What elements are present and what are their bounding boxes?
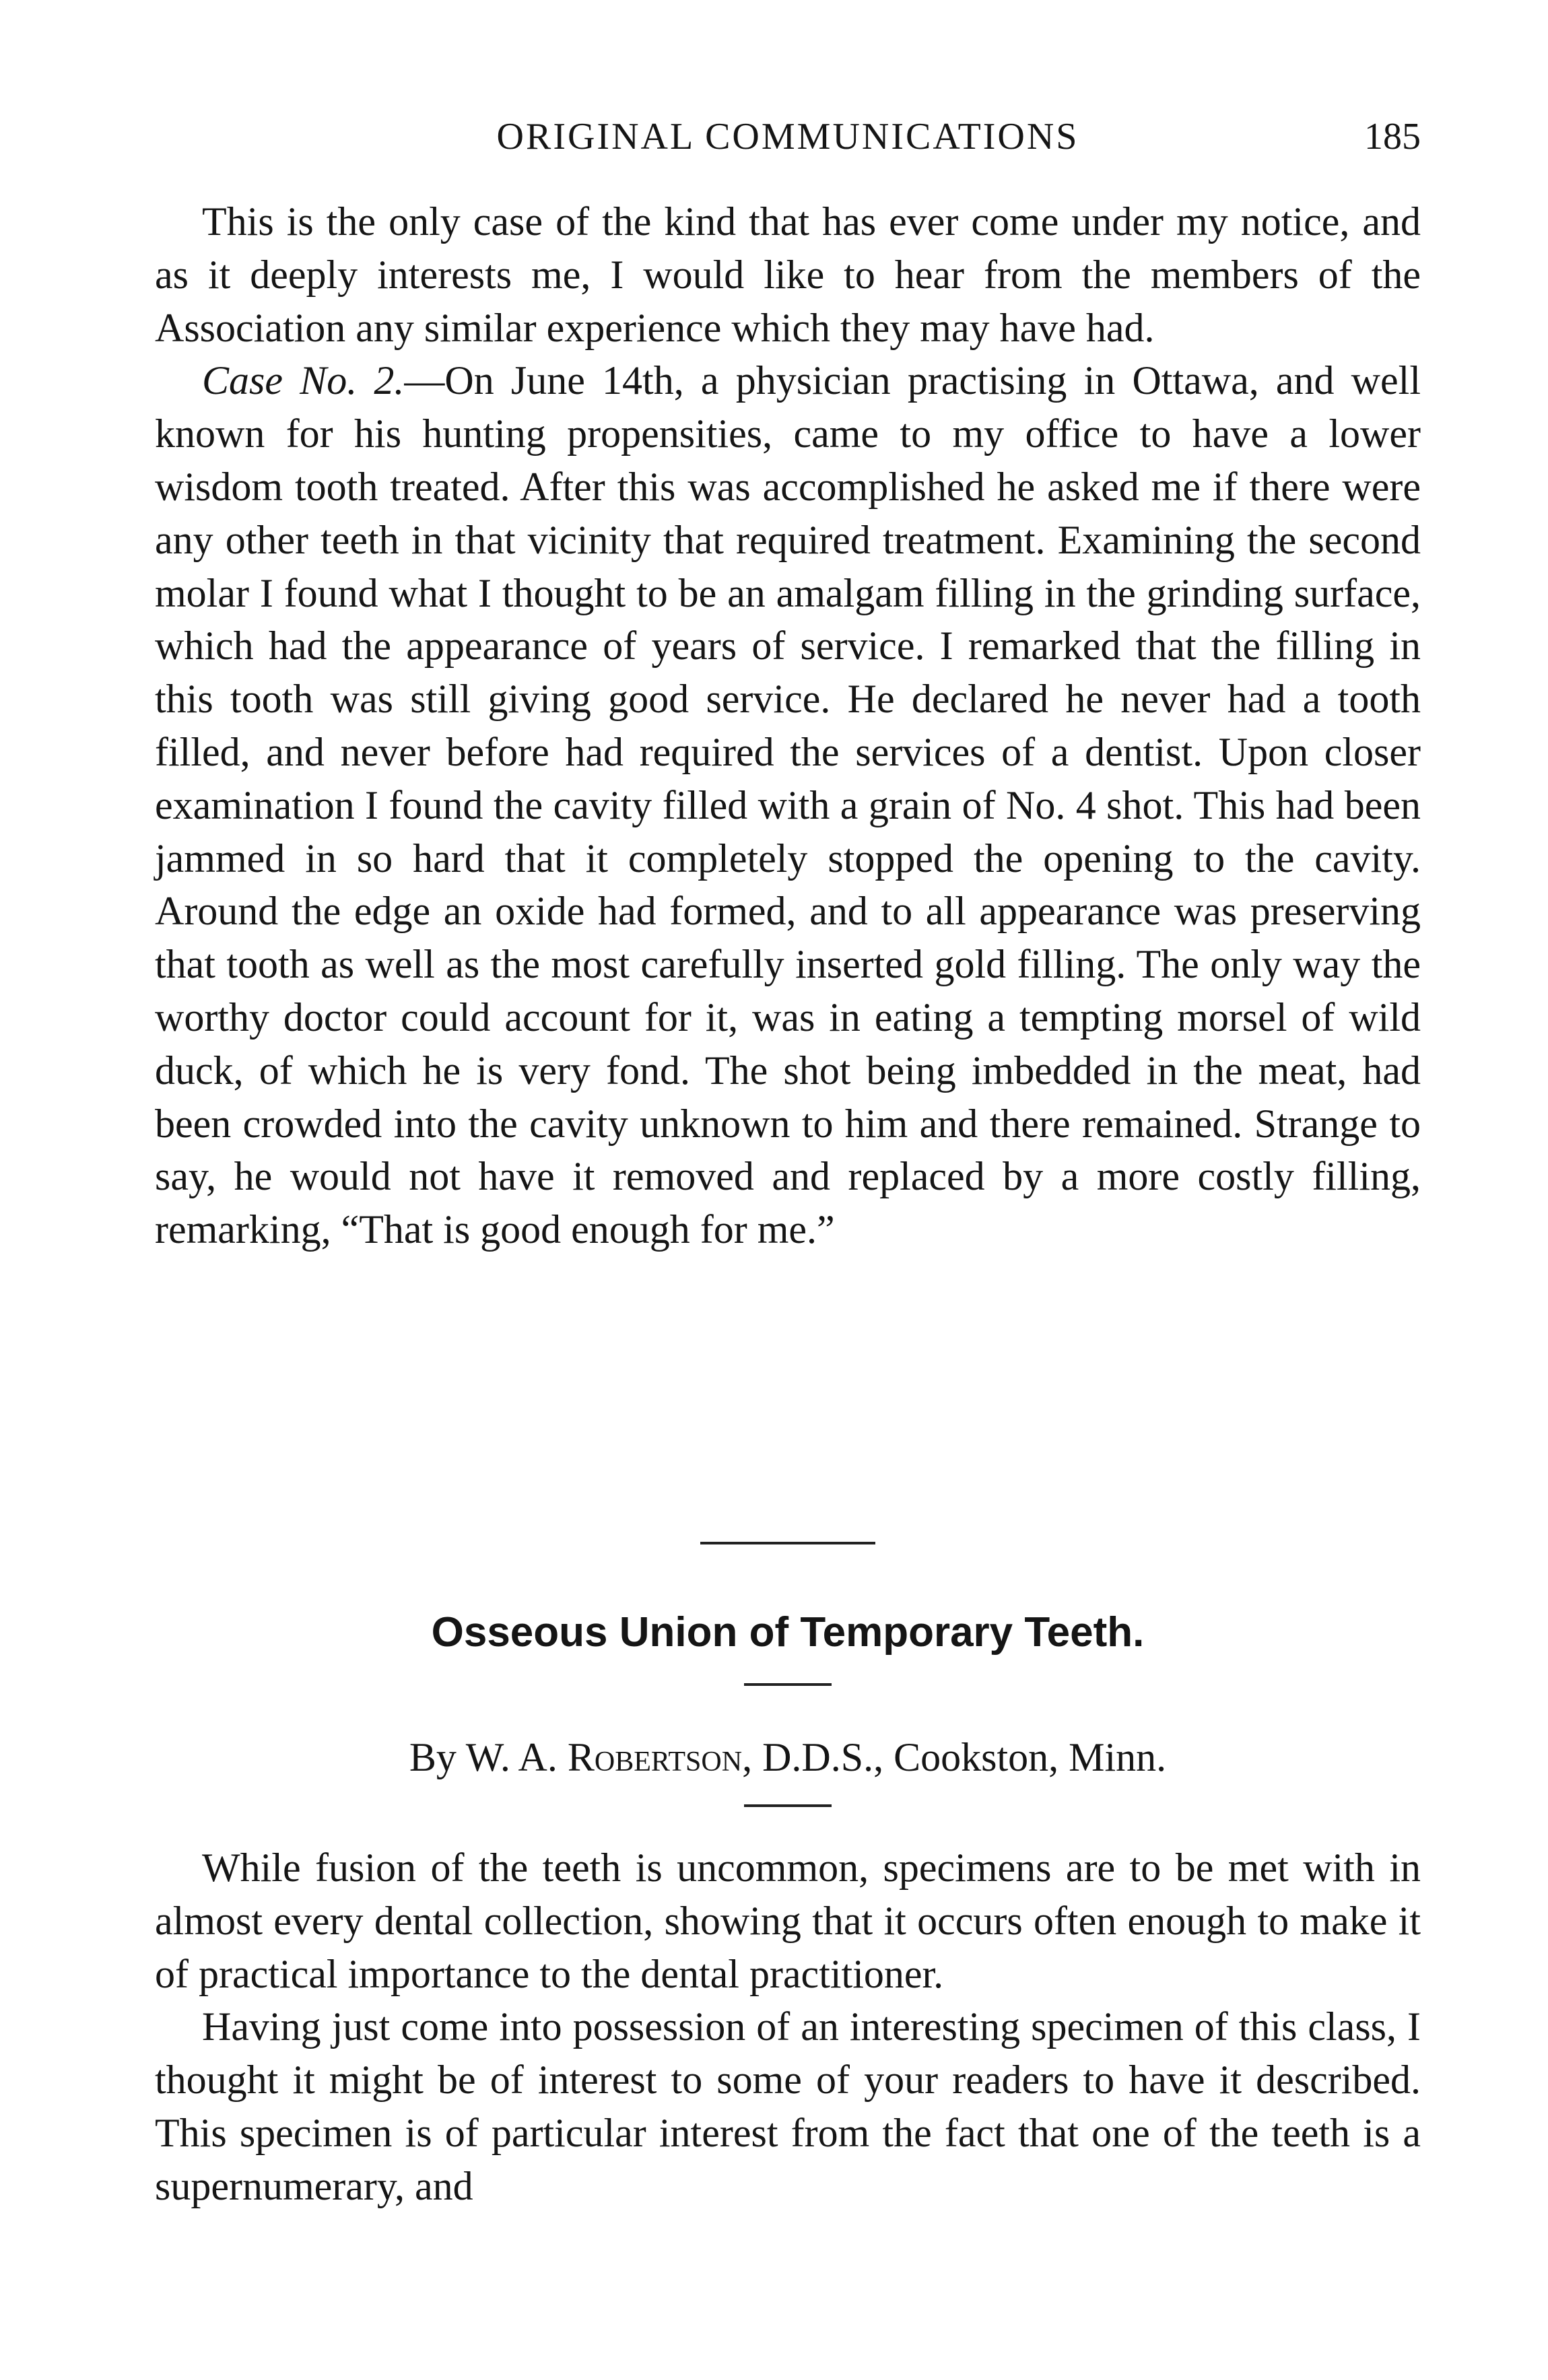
section-divider xyxy=(700,1542,875,1544)
byline xyxy=(155,1730,1421,1784)
case-2-text: —On June 14th, a physician practising in Ottawa, and well known for his hunting propensities, came to my office to have a lower wisdom tooth treated. After this was accomplished he asked me if there were any other teeth in that vicinity that required treatment. Examining the second molar I found what I thought to be an amalgam filling in the grinding surface, which had the appearance of years of service. I remarked that the filling in this tooth was still giving good service. He declared he never had a tooth filled, and never before had required the services of a dentist. Upon closer examination I found the cavity filled with a grain of No. 4 shot. This had been jammed in so hard that it completely stopped the opening to the cavity. Around the edge an oxide had formed, and to all appearance was preserving that tooth as well as the most carefully inserted gold filling. The only way the worthy doctor could account for it, was in eating a tempting morsel of wild duck, of which he is very fond. The shot being imbedded in the meat, had been crowded into the cavity unknown to him and there remained. Strange to say, he would not have it removed and replaced by a more costly filling, remarking, “That is good enough for me.” xyxy=(155,358,1421,1252)
first-section xyxy=(155,195,1421,1256)
byline-prefix: By W. A. xyxy=(409,1735,558,1779)
article-paragraph-1: While fusion of the teeth is uncommon, specimens are to be met with in almost every dental collection, showing that it occurs often enough to make it of practical importance to the dental practitioner. xyxy=(155,1845,1421,1996)
article-paragraph-2: Having just come into possession of an interesting specimen of this class, I thought it might be of interest to some of your readers to have it described. This specimen is of particular interest from the fact that one of the teeth is a supernumerary, and xyxy=(155,2004,1421,2208)
article-title: Osseous Union of Temporary Teeth. xyxy=(431,1609,1145,1656)
case-label: Case No. 2. xyxy=(202,358,405,403)
author-name: Robertson xyxy=(567,1735,743,1779)
paragraph-notice: This is the only case of the kind that has ever come under my notice, and as it deeply interests me, I would like to hear from the members of the Association any similar experience which they may have had. xyxy=(155,199,1421,350)
byline-suffix: , D.D.S., Cookston, Minn. xyxy=(742,1735,1167,1779)
title-rule xyxy=(744,1683,832,1686)
page-number: 185 xyxy=(1364,116,1421,158)
running-title: ORIGINAL COMMUNICATIONS xyxy=(496,116,1079,158)
paragraph-case-2 xyxy=(155,354,1421,1256)
article-body xyxy=(155,1841,1421,2213)
byline-rule xyxy=(744,1804,832,1807)
running-head xyxy=(155,113,1421,160)
